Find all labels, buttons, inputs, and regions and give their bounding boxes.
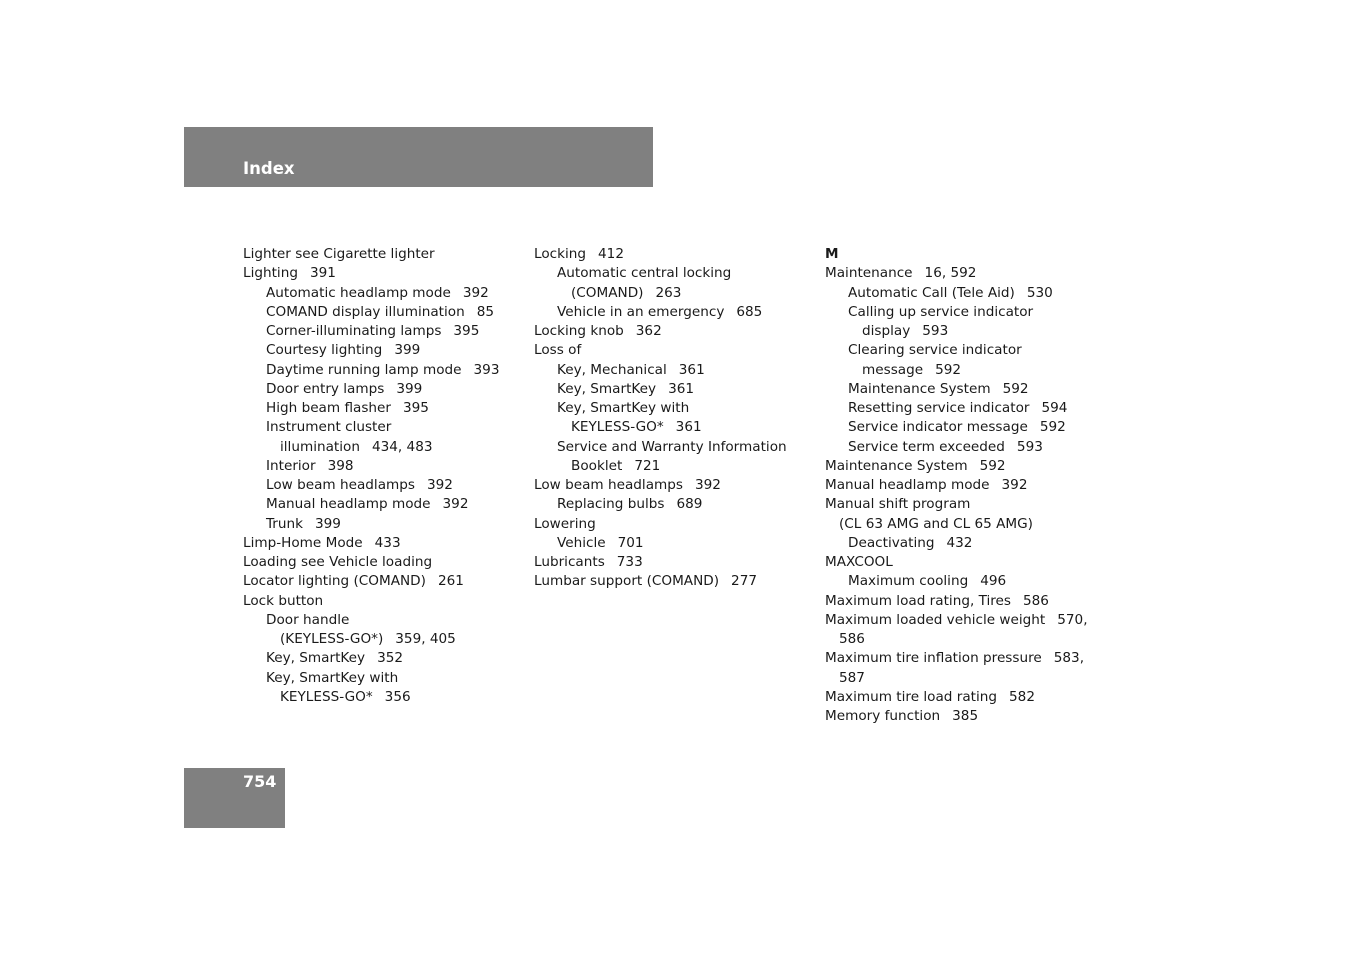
index-entry	[825, 515, 1088, 534]
index-entry	[243, 649, 499, 668]
index-term: Service term exceeded	[848, 438, 1005, 455]
index-entry	[825, 284, 1088, 303]
index-page-ref: 385	[952, 708, 979, 724]
index-term: KEYLESS-GO*	[571, 419, 664, 436]
index-entry	[825, 495, 1088, 514]
index-page-ref: 16, 592	[924, 265, 977, 282]
index-entry	[243, 515, 499, 534]
index-term: (COMAND)	[571, 284, 644, 301]
index-term: Key, SmartKey	[557, 380, 657, 397]
index-entry	[243, 476, 499, 495]
index-page-ref: 433	[374, 534, 401, 551]
index-page-ref: 395	[403, 400, 429, 416]
index-page-ref: 593	[922, 323, 949, 339]
index-page-ref: 263	[655, 284, 682, 301]
index-term: Instrument cluster	[266, 419, 392, 436]
index-entry	[534, 380, 787, 399]
index-entry	[243, 399, 499, 418]
index-page-ref: 399	[396, 380, 423, 397]
index-entry	[534, 534, 787, 553]
index-entry	[243, 553, 499, 572]
index-page-ref: 721	[634, 457, 661, 474]
page-number: 754	[243, 772, 277, 791]
index-page-ref: 277	[731, 573, 757, 590]
index-page-ref: 391	[309, 265, 336, 282]
index-term: Door handle	[266, 611, 350, 628]
index-entry	[534, 418, 787, 437]
index-term: Trunk	[266, 515, 303, 532]
index-term: Low beam headlamps	[266, 477, 415, 493]
index-page-ref: 570,	[1057, 611, 1088, 628]
index-term: Locking knob	[534, 323, 624, 339]
index-page-ref: 362	[635, 323, 662, 339]
index-term: Automatic central locking	[557, 265, 732, 282]
index-term: Automatic Call (Tele Aid)	[848, 284, 1015, 301]
index-entry	[825, 399, 1088, 418]
index-entry	[825, 457, 1088, 476]
index-entry	[534, 457, 787, 476]
index-term: Locator lighting (COMAND)	[243, 573, 426, 590]
index-letter-heading	[825, 245, 1088, 264]
index-page-ref: 583,	[1053, 650, 1085, 667]
index-page-ref: 582	[1009, 688, 1035, 705]
index-term: Lock button	[243, 592, 324, 609]
index-term: Daytime running lamp mode	[266, 361, 462, 378]
index-term: illumination	[280, 438, 360, 455]
index-entry	[243, 688, 499, 707]
index-page-ref: 399	[394, 342, 421, 359]
index-page-ref: 434, 483	[371, 438, 433, 455]
index-term: Replacing bulbs	[557, 496, 665, 513]
index-term: Key, Mechanical	[557, 361, 667, 378]
index-page-ref: 592	[979, 457, 1006, 474]
index-page-ref: 592	[1039, 419, 1066, 436]
index-entry	[825, 476, 1088, 495]
index-page-ref: 594	[1041, 400, 1068, 416]
index-entry	[534, 264, 787, 283]
index-term: COMAND display illumination	[266, 303, 465, 320]
index-term: Interior	[266, 457, 316, 474]
index-page-ref: 359, 405	[395, 631, 456, 647]
index-page-ref: 530	[1026, 284, 1053, 301]
index-term: Maximum cooling	[848, 573, 969, 590]
index-entry	[534, 284, 787, 303]
index-entry	[825, 630, 1088, 649]
index-entry	[825, 707, 1088, 726]
index-page-ref: 395	[453, 323, 480, 339]
index-entry	[243, 418, 499, 437]
index-term: Locking	[534, 246, 587, 262]
index-page-ref: 593	[1016, 438, 1043, 455]
index-entry	[243, 669, 499, 688]
index-page-ref: 412	[598, 246, 624, 262]
index-term: Manual shift program	[825, 496, 971, 513]
index-entry	[243, 534, 499, 553]
index-term: Door entry lamps	[266, 380, 385, 397]
index-term: Courtesy lighting	[266, 342, 383, 359]
index-entry	[534, 399, 787, 418]
index-entry	[825, 380, 1088, 399]
index-entry	[243, 264, 499, 283]
index-page-ref: 392	[462, 284, 489, 301]
index-term: Automatic headlamp mode	[266, 284, 451, 301]
index-entry	[534, 245, 787, 264]
index-page-ref: 392	[1001, 477, 1028, 493]
index-term: Key, SmartKey with	[557, 400, 690, 416]
index-term: M	[825, 246, 839, 262]
index-column-1	[243, 245, 499, 707]
index-term: Lowering	[534, 515, 596, 532]
index-term: Maximum tire inflation pressure	[825, 650, 1042, 667]
index-term: Maintenance System	[848, 380, 991, 397]
index-entry	[534, 553, 787, 572]
index-entry	[534, 515, 787, 534]
index-term: Key, SmartKey	[266, 650, 366, 667]
index-entry	[243, 361, 499, 380]
index-entry	[243, 592, 499, 611]
index-entry	[243, 630, 499, 649]
index-term: KEYLESS-GO*	[280, 688, 373, 705]
index-entry	[534, 572, 787, 591]
index-page-ref: 592	[935, 361, 962, 378]
index-page-ref: 356	[384, 688, 411, 705]
index-term: Maximum tire load rating	[825, 688, 998, 705]
index-page-ref: 392	[694, 477, 721, 493]
index-term: display	[862, 323, 911, 339]
index-entry	[534, 476, 787, 495]
index-entry	[825, 553, 1088, 572]
index-page-ref: 399	[315, 515, 341, 532]
index-entry	[243, 245, 499, 264]
index-page-ref: 733	[616, 554, 643, 570]
index-entry	[825, 592, 1088, 611]
index-page-ref: 689	[676, 496, 703, 513]
index-page-ref: 361	[668, 380, 695, 397]
index-term: Corner-illuminating lamps	[266, 323, 442, 339]
index-term: Maximum loaded vehicle weight	[825, 611, 1046, 628]
index-term: Loading see Vehicle loading	[243, 554, 433, 570]
index-entry	[243, 572, 499, 591]
index-entry	[534, 438, 787, 457]
index-term: (KEYLESS-GO*)	[280, 631, 384, 647]
index-page-ref: 685	[736, 303, 763, 320]
index-term: 587	[839, 669, 865, 686]
index-term: Booklet	[571, 457, 623, 474]
index-entry	[825, 303, 1088, 322]
index-term: Maintenance	[825, 265, 913, 282]
index-term: MAXCOOL	[825, 554, 893, 570]
index-term: Calling up service indicator	[848, 303, 1034, 320]
index-term: Maximum load rating, Tires	[825, 592, 1011, 609]
index-entry	[243, 495, 499, 514]
index-entry	[243, 611, 499, 630]
index-page-ref: 361	[675, 419, 702, 436]
index-term: 586	[839, 631, 865, 647]
index-page-ref: 261	[437, 573, 464, 590]
index-term: High beam flasher	[266, 400, 391, 416]
index-term: Service indicator message	[848, 419, 1028, 436]
index-entry	[534, 303, 787, 322]
index-term: Low beam headlamps	[534, 477, 683, 493]
index-term: message	[862, 361, 924, 378]
index-entry	[825, 322, 1088, 341]
index-page-ref: 592	[1002, 380, 1029, 397]
index-entry	[243, 438, 499, 457]
index-page-ref: 392	[442, 496, 469, 513]
index-entry	[243, 380, 499, 399]
index-term: Loss of	[534, 342, 582, 359]
index-page-ref: 85	[476, 303, 495, 320]
index-page-ref: 352	[377, 650, 404, 667]
index-term: Vehicle in an emergency	[557, 303, 725, 320]
index-page-ref: 586	[1023, 592, 1049, 609]
index-page-ref: 701	[617, 534, 644, 551]
index-term: Maintenance System	[825, 457, 968, 474]
header-band	[184, 127, 653, 187]
page-number-tab	[184, 768, 285, 828]
index-term: Service and Warranty Information	[557, 438, 787, 455]
index-entry	[825, 572, 1088, 591]
index-term: Resetting service indicator	[848, 400, 1030, 416]
index-entry	[534, 361, 787, 380]
index-entry	[825, 341, 1088, 360]
index-page-ref: 496	[980, 573, 1007, 590]
index-entry	[825, 611, 1088, 630]
index-page-ref: 432	[946, 534, 973, 551]
index-entry	[243, 341, 499, 360]
index-entry	[825, 649, 1088, 668]
index-term: Vehicle	[557, 534, 606, 551]
index-term: Lighter see Cigarette lighter	[243, 246, 435, 262]
index-page-ref: 392	[426, 477, 453, 493]
index-entry	[825, 438, 1088, 457]
index-entry	[825, 361, 1088, 380]
index-entry	[243, 284, 499, 303]
index-term: Limp-Home Mode	[243, 534, 363, 551]
index-entry	[534, 341, 787, 360]
index-entry	[534, 322, 787, 341]
index-entry	[534, 495, 787, 514]
index-entry	[825, 534, 1088, 553]
index-term: Clearing service indicator	[848, 342, 1022, 359]
index-entry	[243, 322, 499, 341]
index-term: Lighting	[243, 265, 298, 282]
index-entry	[243, 303, 499, 322]
page-title: Index	[243, 159, 295, 178]
index-entry	[825, 418, 1088, 437]
index-term: (CL 63 AMG and CL 65 AMG)	[839, 515, 1033, 532]
index-column-2	[534, 245, 787, 592]
index-term: Lumbar support (COMAND)	[534, 573, 720, 590]
index-entry	[825, 669, 1088, 688]
index-term: Memory function	[825, 708, 941, 724]
index-term: Manual headlamp mode	[266, 496, 431, 513]
index-page-ref: 393	[473, 361, 500, 378]
index-term: Manual headlamp mode	[825, 477, 990, 493]
index-page-ref: 398	[327, 457, 354, 474]
index-entry	[243, 457, 499, 476]
index-column-3	[825, 245, 1088, 726]
index-entry	[825, 264, 1088, 283]
index-term: Key, SmartKey with	[266, 669, 399, 686]
index-term: Lubricants	[534, 554, 605, 570]
index-page-ref: 361	[678, 361, 705, 378]
index-entry	[825, 688, 1088, 707]
index-term: Deactivating	[848, 534, 935, 551]
